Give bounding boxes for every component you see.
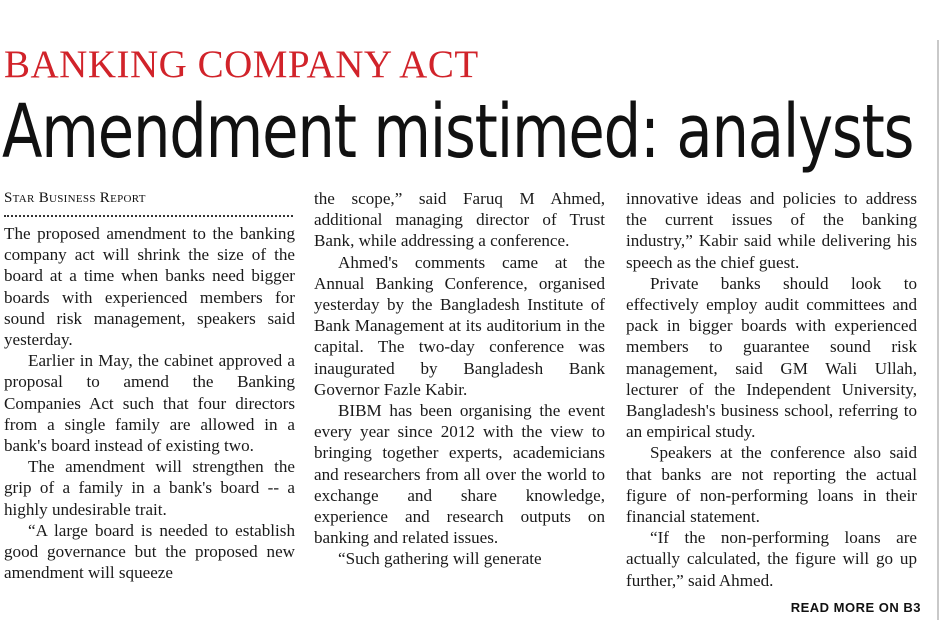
paragraph: Earlier in May, the cabinet approved a proposal to amend the Banking Companies Act such that four directors from a single family are allowed in a bank's board instead of existing two. (4, 351, 295, 456)
paragraph: Ahmed's comments came at the Annual Banking Conference, organised yesterday by the Bangladesh Institute of Bank Management at its auditorium in the capital. The two-day conference was inaugurated by Bangladesh Bank Governor Fazle Kabir. (314, 252, 605, 399)
paragraph: “A large board is needed to establish good governance but the proposed new amendment will squeeze (4, 520, 295, 583)
byline-divider (4, 215, 293, 217)
page-edge-rule (937, 40, 939, 620)
paragraph: Private banks should look to effectively employ audit committees and pack in bigger boards with experienced members to guarantee sound risk management, said GM Wali Ullah, lecturer of the Independent University, Bangladesh's business school, referring to an empirical study. (626, 273, 917, 442)
article-column-3 (626, 188, 917, 591)
article-headline: Amendment mistimed: analysts (2, 89, 914, 175)
paragraph: The amendment will strengthen the grip of a family in a bank's board -- a highly undesirable trait. (4, 457, 295, 519)
paragraph: innovative ideas and policies to address the current issues of the banking industry,” Kabir said while delivering his speech as the chief guest. (626, 189, 917, 272)
article-column-2 (314, 188, 605, 570)
section-kicker: BANKING COMPANY ACT (4, 43, 479, 86)
paragraph: “Such gathering will generate (338, 549, 542, 569)
paragraph: the scope,” said Faruq M Ahmed, additional managing director of Trust Bank, while addressing a conference. (314, 189, 605, 251)
article-column-1 (4, 188, 295, 583)
paragraph: Speakers at the conference also said that banks are not reporting the actual figure of non-performing loans in their financial statement. (626, 443, 917, 527)
byline: Star Business Report (4, 190, 146, 206)
read-more-link[interactable]: READ MORE ON B3 (790, 600, 921, 615)
paragraph: “If the non-performing loans are actually calculated, the figure will go up further,” said Ahmed. (626, 528, 917, 590)
paragraph: The proposed amendment to the banking company act will shrink the size of the board at a time when banks need bigger boards with experienced members for sound risk management, speakers said yesterday. (4, 224, 295, 350)
paragraph: BIBM has been organising the event every year since 2012 with the view to bringing together experts, academicians and researchers from all over the world to exchange and share knowledge, experience and research outputs on banking and related issues. (314, 401, 605, 548)
